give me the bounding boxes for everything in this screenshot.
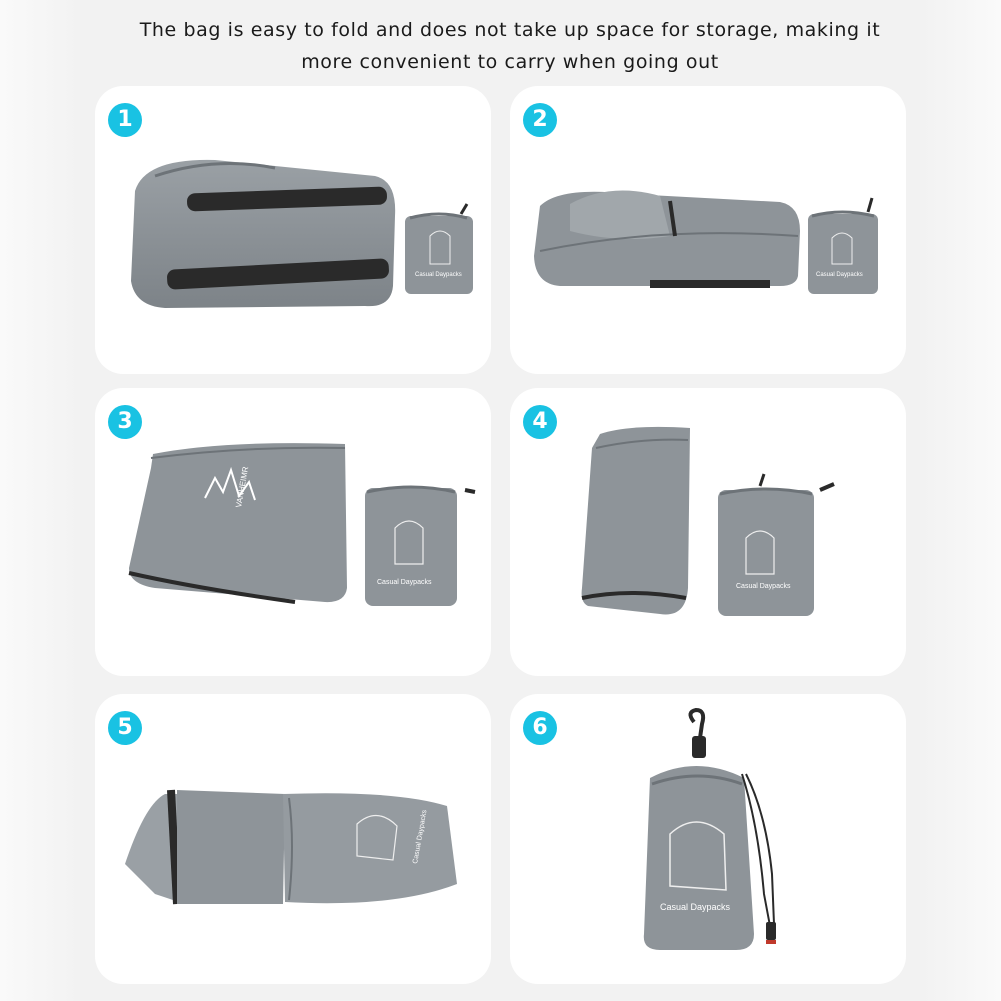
step-2-pouch-label: Casual Daypacks: [816, 272, 863, 278]
step-4-pouch-label: Casual Daypacks: [736, 583, 791, 590]
step-2-photo: [510, 86, 906, 374]
step-badge-4: 4: [523, 405, 557, 439]
headline-line-1: The bag is easy to fold and does not take up space for storage, making it: [139, 19, 881, 41]
step-card-5: [95, 694, 491, 984]
step-card-3: [95, 388, 491, 676]
step-3-photo: [95, 388, 491, 676]
step-4-photo: [510, 388, 906, 676]
step-6-photo: [510, 694, 906, 984]
step-1-pouch-label: Casual Daypacks: [415, 272, 462, 278]
step-5-photo: [95, 694, 491, 984]
step-badge-1: 1: [108, 103, 142, 137]
step-card-2: [510, 86, 906, 374]
background-shade-right: [921, 0, 1001, 1001]
step-card-4: [510, 388, 906, 676]
background-shade-left: [0, 0, 80, 1001]
step-5-pouch-label: Casual Daypacks: [412, 809, 429, 865]
headline: [100, 14, 920, 78]
step-badge-3: 3: [108, 405, 142, 439]
step-3-pouch-label: Casual Daypacks: [377, 579, 432, 586]
step-badge-5: 5: [108, 711, 142, 745]
step-1-photo: [95, 86, 491, 374]
step-6-pouch-label: Casual Daypacks: [660, 902, 731, 912]
step-card-6: [510, 694, 906, 984]
step-badge-6: 6: [523, 711, 557, 745]
step-3-logo-text: VANHEIMR: [234, 465, 251, 509]
step-card-1: [95, 86, 491, 374]
headline-line-2: more convenient to carry when going out: [301, 51, 719, 73]
step-badge-2: 2: [523, 103, 557, 137]
